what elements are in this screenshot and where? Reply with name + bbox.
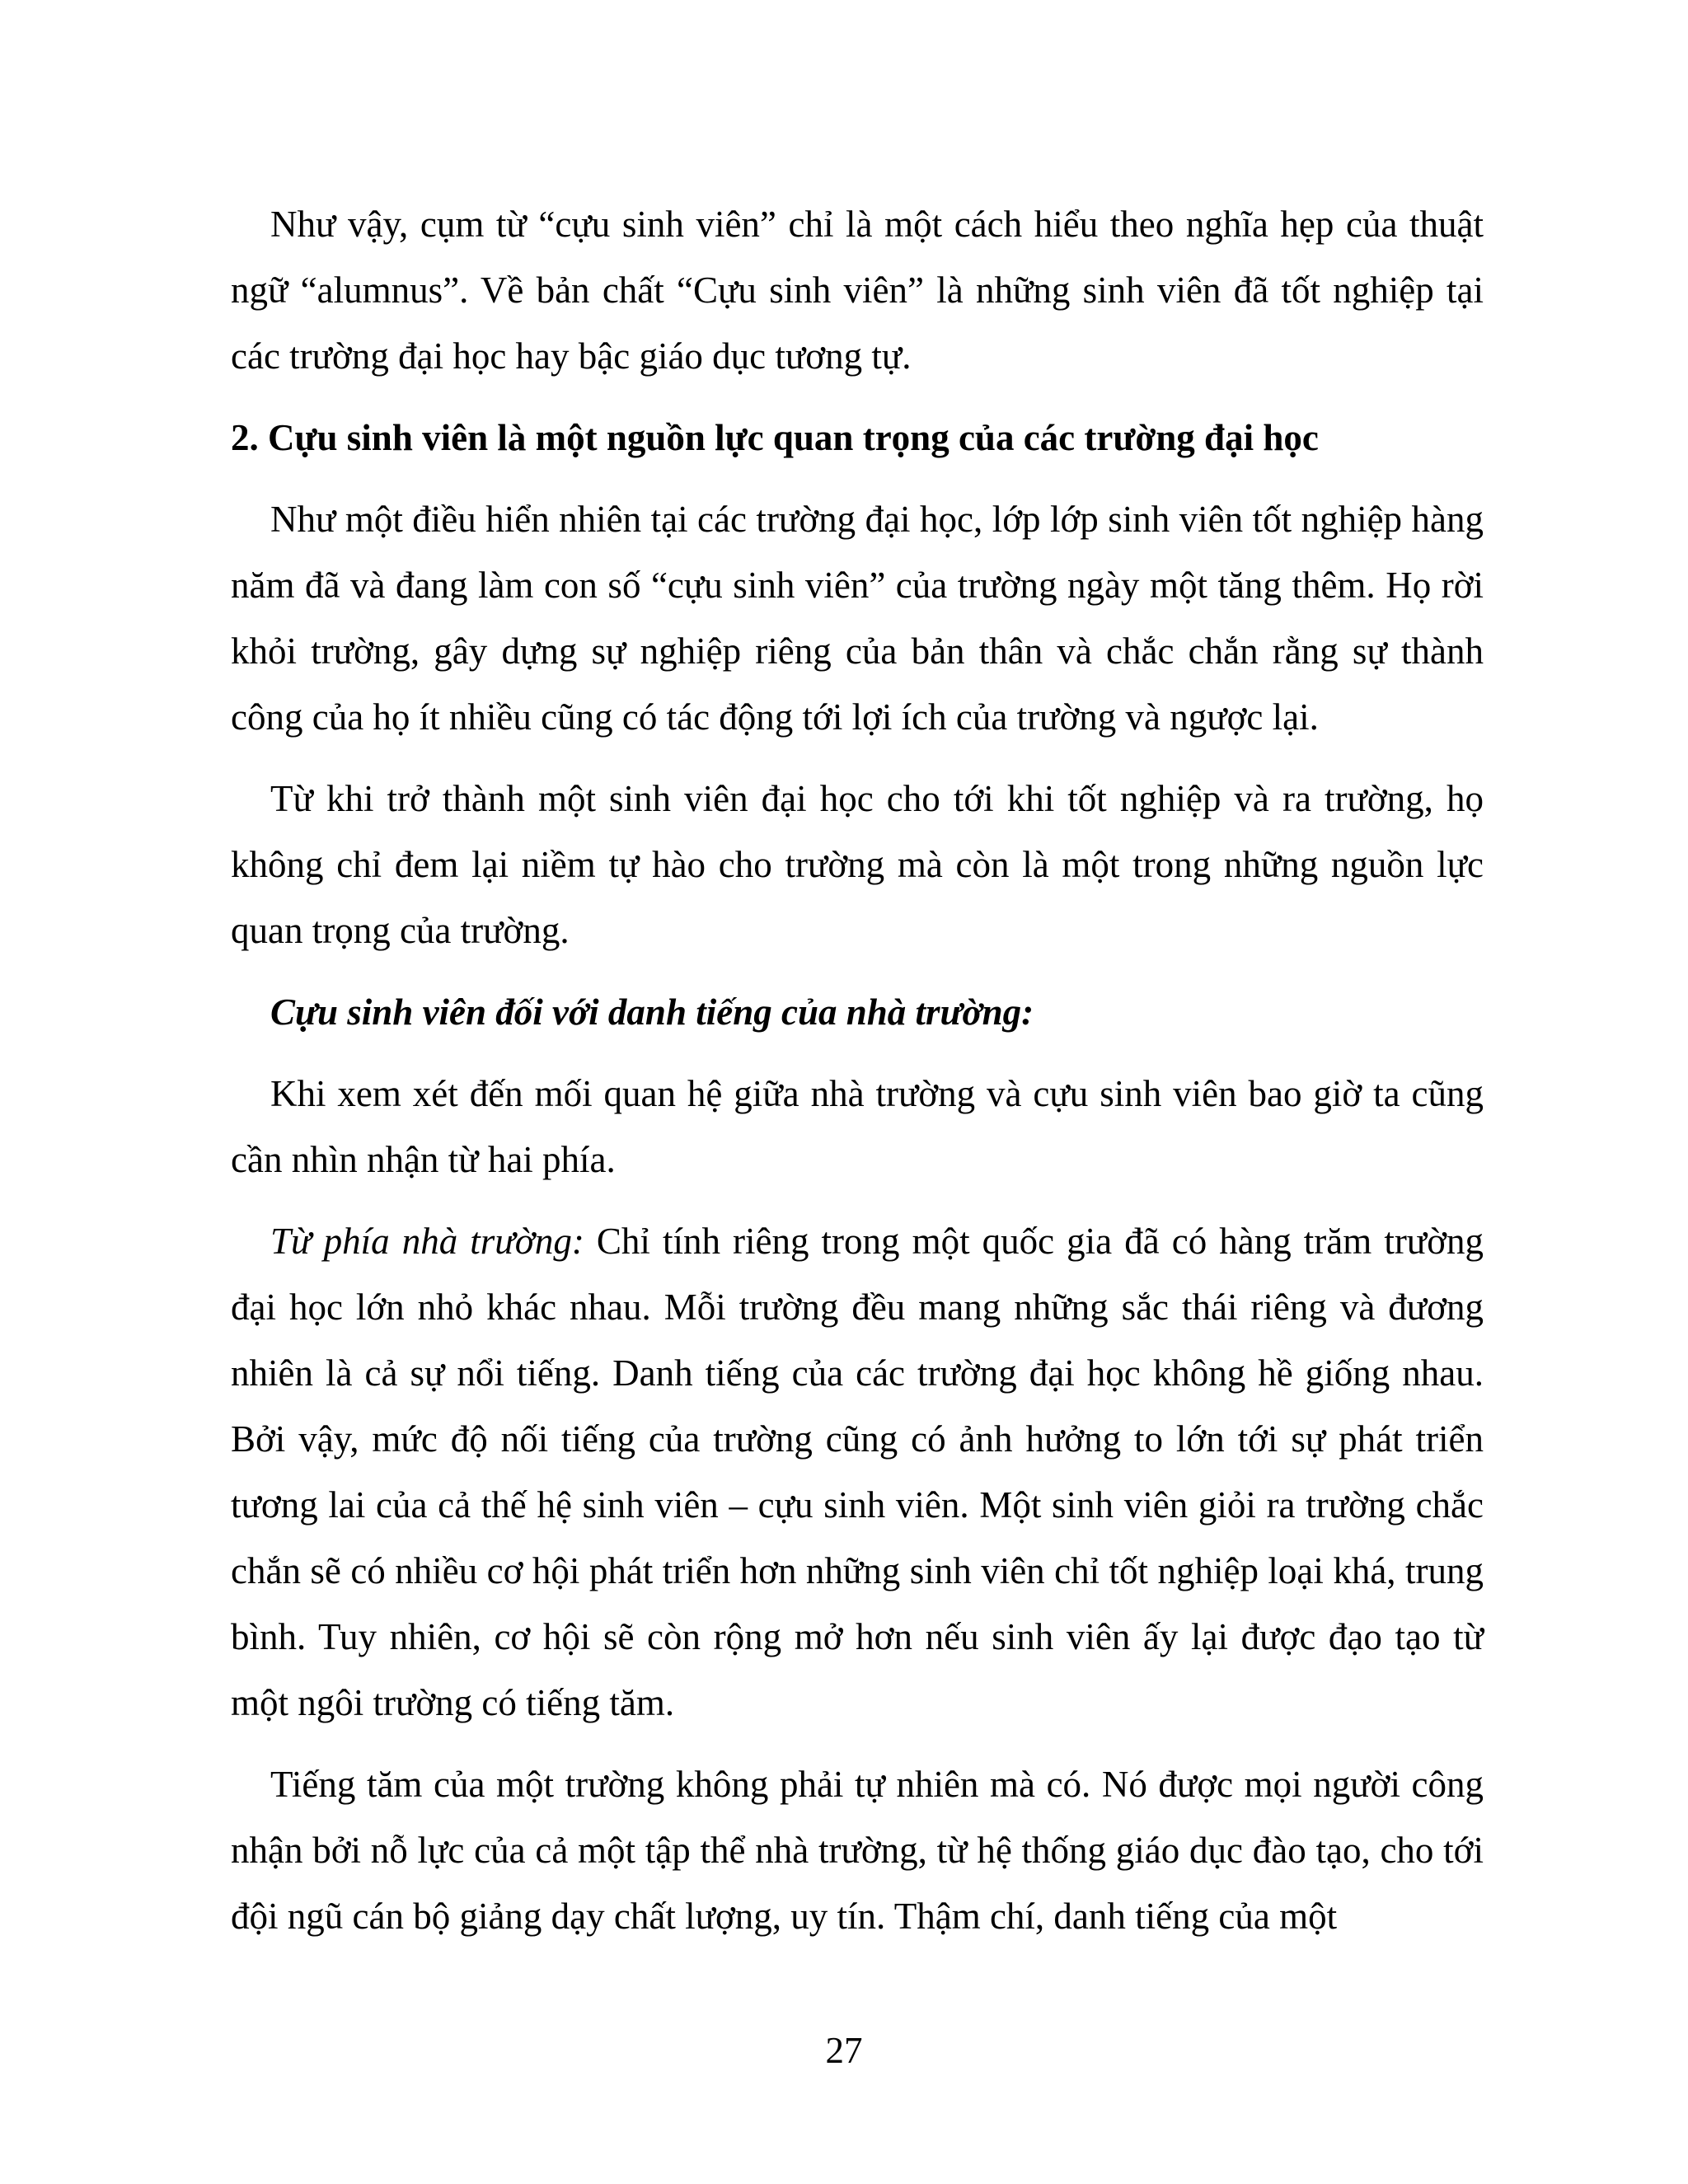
paragraph-1: Như một điều hiển nhiên tại các trường đại học, lớp lớp sinh viên tốt nghiệp hàng năm đã và đang làm con số “cựu sinh viên” của trường ngày một tăng thêm. Họ rời khỏi trường, gây dựng sự nghiệp riêng của bản thân và chắc chắn rằng sự thành công của họ ít nhiều cũng có tác động tới lợi ích của trường và ngược lại. <box>231 499 1484 738</box>
subheading: Cựu sinh viên đối với danh tiếng của nhà trường: <box>270 991 1034 1033</box>
document-page <box>231 191 1484 1965</box>
paragraph-5: Tiếng tăm của một trường không phải tự nhiên mà có. Nó được mọi người công nhận bởi nỗ lực của cả một tập thể nhà trường, từ hệ thống giáo dục đào tạo, cho tới đội ngũ cán bộ giảng dạy chất lượng, uy tín. Thậm chí, danh tiếng của một <box>231 1764 1484 1937</box>
paragraph-4-lead: Từ phía nhà trường: <box>270 1221 584 1262</box>
page-number: 27 <box>825 2030 863 2071</box>
paragraph-2: Từ khi trở thành một sinh viên đại học cho tới khi tốt nghiệp và ra trường, họ không chỉ đem lại niềm tự hào cho trường mà còn là một trong những nguồn lực quan trọng của trường. <box>231 778 1484 951</box>
intro-paragraph: Như vậy, cụm từ “cựu sinh viên” chỉ là một cách hiểu theo nghĩa hẹp của thuật ngữ “alumnus”. Về bản chất “Cựu sinh viên” là những sinh viên đã tốt nghiệp tại các trường đại học hay bậc giáo dục tương tự. <box>231 204 1484 377</box>
paragraph-3: Khi xem xét đến mối quan hệ giữa nhà trường và cựu sinh viên bao giờ ta cũng cần nhìn nhận từ hai phía. <box>231 1073 1484 1180</box>
section-heading: 2. Cựu sinh viên là một nguồn lực quan trọng của các trường đại học <box>231 417 1319 458</box>
paragraph-4 <box>231 1208 1484 1736</box>
paragraph-4-body: Chỉ tính riêng trong một quốc gia đã có hàng trăm trường đại học lớn nhỏ khác nhau. Mỗi trường đều mang những sắc thái riêng và đương nhiên là cả sự nổi tiếng. Danh tiếng của các trường đại học không hề giống nhau. Bởi vậy, mức độ nối tiếng của trường cũng có ảnh hưởng to lớn tới sự phát triển tương lai của cả thế hệ sinh viên – cựu sinh viên. Một sinh viên giỏi ra trường chắc chắn sẽ có nhiều cơ hội phát triển hơn những sinh viên chỉ tốt nghiệp loại khá, trung bình. Tuy nhiên, cơ hội sẽ còn rộng mở hơn nếu sinh viên ấy lại được đạo tạo từ một ngôi trường có tiếng tăm. <box>231 1221 1484 1723</box>
